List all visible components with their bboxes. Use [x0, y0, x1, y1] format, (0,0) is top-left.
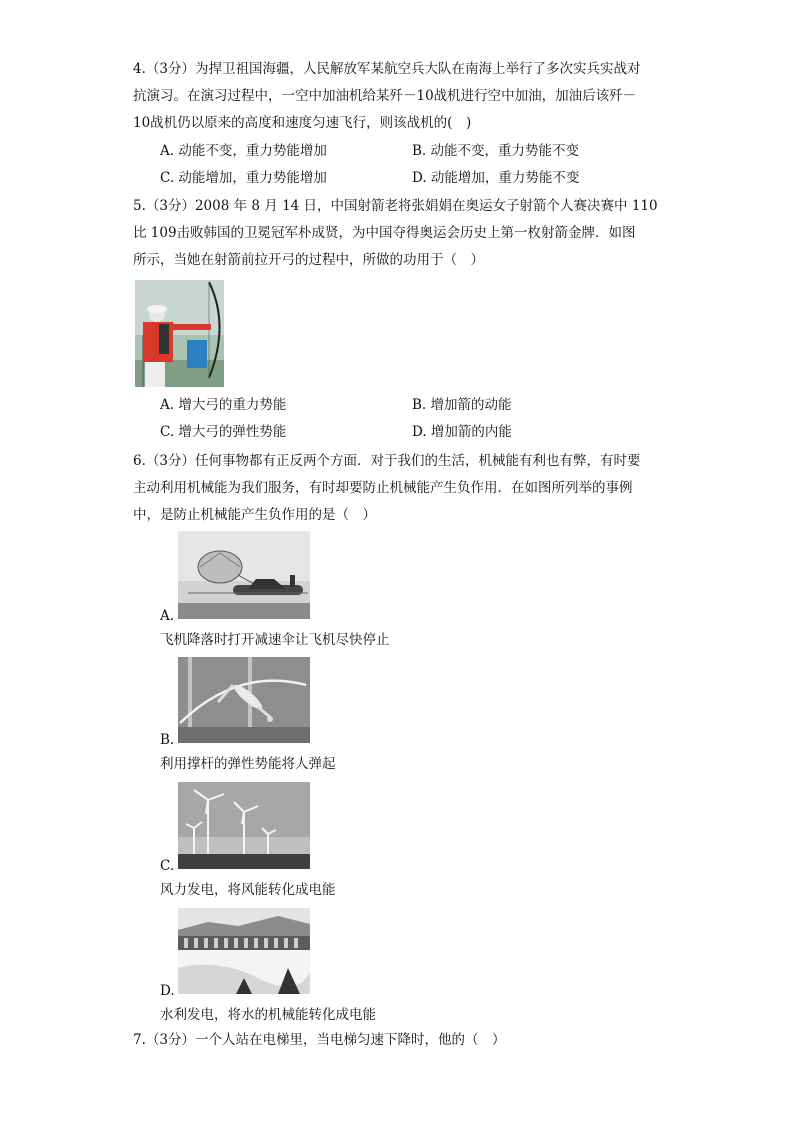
question-7-line-1: 7.（3分）一个人站在电梯里，当电梯匀速下降时，他的（ ） — [133, 1032, 506, 1048]
option-a-caption: 飞机降落时打开减速伞让飞机尽快停止 — [160, 632, 390, 648]
question-4-line-1: 4.（3分）为捍卫祖国海疆，人民解放军某航空兵大队在南海上举行了多次实兵实战对 — [133, 61, 641, 77]
option-a[interactable]: A. 动能不变，重力势能增加 — [160, 143, 327, 159]
option-b-letter[interactable]: B. — [160, 732, 175, 748]
question-6 — [133, 448, 663, 529]
question-5-line-3: 所示，当她在射箭前拉开弓的过程中，所做的功用于（ ） — [133, 252, 484, 268]
question-6-line-2: 主动利用机械能为我们服务，有时却要防止机械能产生负作用．在如图所列举的事例 — [133, 480, 633, 496]
option-c[interactable]: C. 增大弓的弹性势能 — [160, 424, 287, 440]
option-d-letter[interactable]: D. — [160, 983, 175, 999]
option-c-letter[interactable]: C. — [160, 858, 175, 874]
option-c[interactable]: C. 动能增加，重力势能增加 — [160, 170, 327, 186]
pole-vault-image — [178, 657, 310, 743]
option-d[interactable]: D. 动能增加，重力势能不变 — [412, 170, 580, 186]
question-5-line-1: 5.（3分）2008 年 8 月 14 日，中国射箭老将张娟娟在奥运女子射箭个人赛决赛中 110 — [133, 198, 658, 214]
question-4-line-2: 抗演习。在演习过程中，一空中加油机给某歼－10战机进行空中加油，加油后该歼－ — [133, 88, 637, 104]
option-d-caption: 水利发电，将水的机械能转化成电能 — [160, 1007, 376, 1023]
option-b[interactable]: B. 增加箭的动能 — [412, 397, 512, 413]
wind-turbine-image — [178, 782, 310, 869]
option-a-letter[interactable]: A. — [160, 608, 175, 624]
option-c-caption: 风力发电，将风能转化成电能 — [160, 882, 336, 898]
question-5 — [133, 193, 663, 274]
option-d[interactable]: D. 增加箭的内能 — [412, 424, 512, 440]
question-7 — [133, 1027, 663, 1054]
airplane-parachute-image — [178, 531, 310, 619]
option-b-caption: 利用撑杆的弹性势能将人弹起 — [160, 756, 336, 772]
option-a[interactable]: A. 增大弓的重力势能 — [160, 397, 287, 413]
question-4-line-3: 10战机仍以原来的高度和速度匀速飞行，则该战机的( ) — [133, 115, 472, 131]
question-6-line-3: 中，是防止机械能产生负作用的是（ ） — [133, 507, 376, 523]
question-5-line-2: 比 109击败韩国的卫冕冠军朴成贤，为中国夺得奥运会历史上第一枚射箭金牌．如图 — [133, 225, 636, 241]
question-4 — [133, 56, 663, 137]
archer-image — [135, 280, 224, 387]
option-b[interactable]: B. 动能不变，重力势能不变 — [412, 143, 580, 159]
question-6-line-1: 6.（3分）任何事物都有正反两个方面．对于我们的生活，机械能有利也有弊，有时要 — [133, 453, 641, 469]
dam-image — [178, 908, 310, 994]
